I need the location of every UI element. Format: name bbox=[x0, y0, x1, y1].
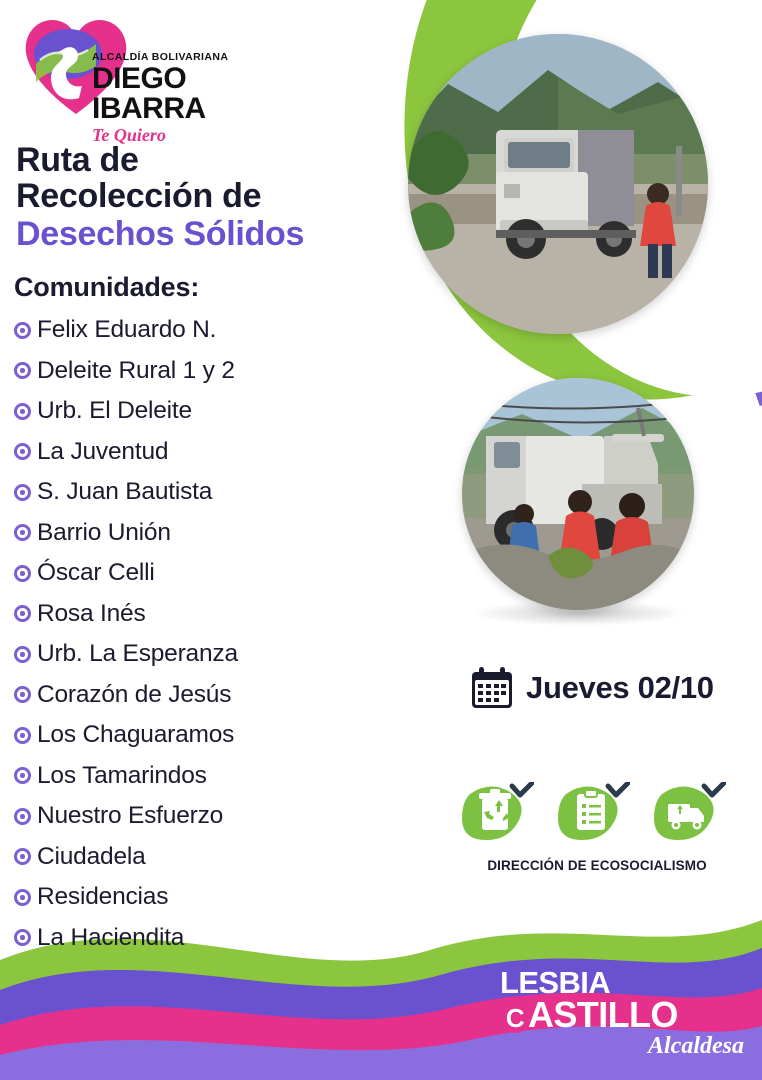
bullet-icon bbox=[14, 443, 31, 460]
title-highlight: Desechos Sólidos bbox=[16, 215, 305, 254]
list-item bbox=[14, 310, 444, 351]
brand-logo bbox=[14, 8, 304, 145]
list-item bbox=[14, 877, 444, 918]
list-item-label: Urb. La Esperanza bbox=[37, 640, 238, 667]
list-item bbox=[14, 837, 444, 878]
communities-list bbox=[14, 310, 444, 958]
signature-initial: C bbox=[500, 1003, 530, 1033]
mayor-signature bbox=[500, 965, 750, 1059]
bullet-icon bbox=[14, 565, 31, 582]
list-item-label: Urb. El Deleite bbox=[37, 397, 192, 424]
bullet-icon bbox=[14, 848, 31, 865]
list-item bbox=[14, 351, 444, 392]
signature-role: Alcaldesa bbox=[648, 1032, 744, 1059]
list-item-label: Los Chaguaramos bbox=[37, 721, 235, 748]
bullet-icon bbox=[14, 605, 31, 622]
bullet-icon bbox=[14, 889, 31, 906]
list-item bbox=[14, 553, 444, 594]
list-item-label: Barrio Unión bbox=[37, 518, 171, 546]
date-row bbox=[470, 666, 714, 710]
list-item bbox=[14, 391, 444, 432]
list-item bbox=[14, 675, 444, 716]
eco-department-label: DIRECCIÓN DE ECOSOCIALISMO bbox=[487, 858, 707, 873]
list-item bbox=[14, 594, 444, 635]
list-item-label: Nuestro Esfuerzo bbox=[37, 802, 224, 829]
clipboard-checklist-icon bbox=[558, 782, 630, 844]
list-item bbox=[14, 472, 444, 513]
bullet-icon bbox=[14, 322, 31, 339]
page-title bbox=[16, 142, 436, 253]
garbage-truck-workers-photo-bottom bbox=[462, 378, 694, 610]
list-item bbox=[14, 432, 444, 473]
list-item bbox=[14, 796, 444, 837]
list-item-label: Los Tamarindos bbox=[37, 761, 207, 789]
bullet-icon bbox=[14, 484, 31, 501]
communities-heading: Comunidades: bbox=[14, 272, 200, 302]
title-line-2: Recolección de bbox=[16, 177, 262, 216]
calendar-icon bbox=[470, 666, 514, 710]
list-item-label: Deleite Rural 1 y 2 bbox=[37, 356, 235, 384]
signature-last-name-rest: ASTILLO bbox=[528, 993, 678, 1035]
bullet-icon bbox=[14, 646, 31, 663]
list-item-label: Felix Eduardo N. bbox=[37, 316, 217, 343]
brand-line-1: ALCALDÍA BOLIVARIANA bbox=[92, 51, 229, 63]
recycling-truck-icon bbox=[654, 782, 726, 844]
list-item-label: Óscar Celli bbox=[37, 559, 155, 586]
bullet-icon bbox=[14, 524, 31, 541]
bullet-icon bbox=[14, 727, 31, 744]
list-item-label: Corazón de Jesús bbox=[37, 680, 232, 708]
eco-icons-row bbox=[462, 782, 726, 844]
list-item-label: Ciudadela bbox=[37, 842, 146, 870]
title-line-1: Ruta de bbox=[16, 141, 139, 179]
bullet-icon bbox=[14, 403, 31, 420]
list-item-label: S. Juan Bautista bbox=[37, 478, 213, 505]
bullet-icon bbox=[14, 808, 31, 825]
list-item-label: Rosa Inés bbox=[37, 599, 146, 627]
signature-first-name: LESBIA bbox=[500, 965, 611, 1000]
brand-text bbox=[92, 52, 304, 144]
list-item-label: La Juventud bbox=[37, 437, 169, 465]
brand-line-3: Te Quiero bbox=[92, 124, 166, 145]
signature-last-name bbox=[500, 993, 750, 1035]
brand-line-2: DIEGO IBARRA bbox=[92, 61, 206, 126]
list-item bbox=[14, 513, 444, 554]
list-item bbox=[14, 756, 444, 797]
bullet-icon bbox=[14, 686, 31, 703]
date-text: Jueves 02/10 bbox=[526, 670, 714, 705]
list-item bbox=[14, 715, 444, 756]
list-item bbox=[14, 634, 444, 675]
garbage-truck-photo-top bbox=[408, 34, 708, 334]
recycling-bin-icon bbox=[462, 782, 534, 844]
bullet-icon bbox=[14, 767, 31, 784]
bullet-icon bbox=[14, 362, 31, 379]
list-item-label: Residencias bbox=[37, 883, 169, 910]
list-item-label: La Haciendita bbox=[37, 923, 185, 951]
bullet-icon bbox=[14, 929, 31, 946]
list-item bbox=[14, 918, 444, 959]
